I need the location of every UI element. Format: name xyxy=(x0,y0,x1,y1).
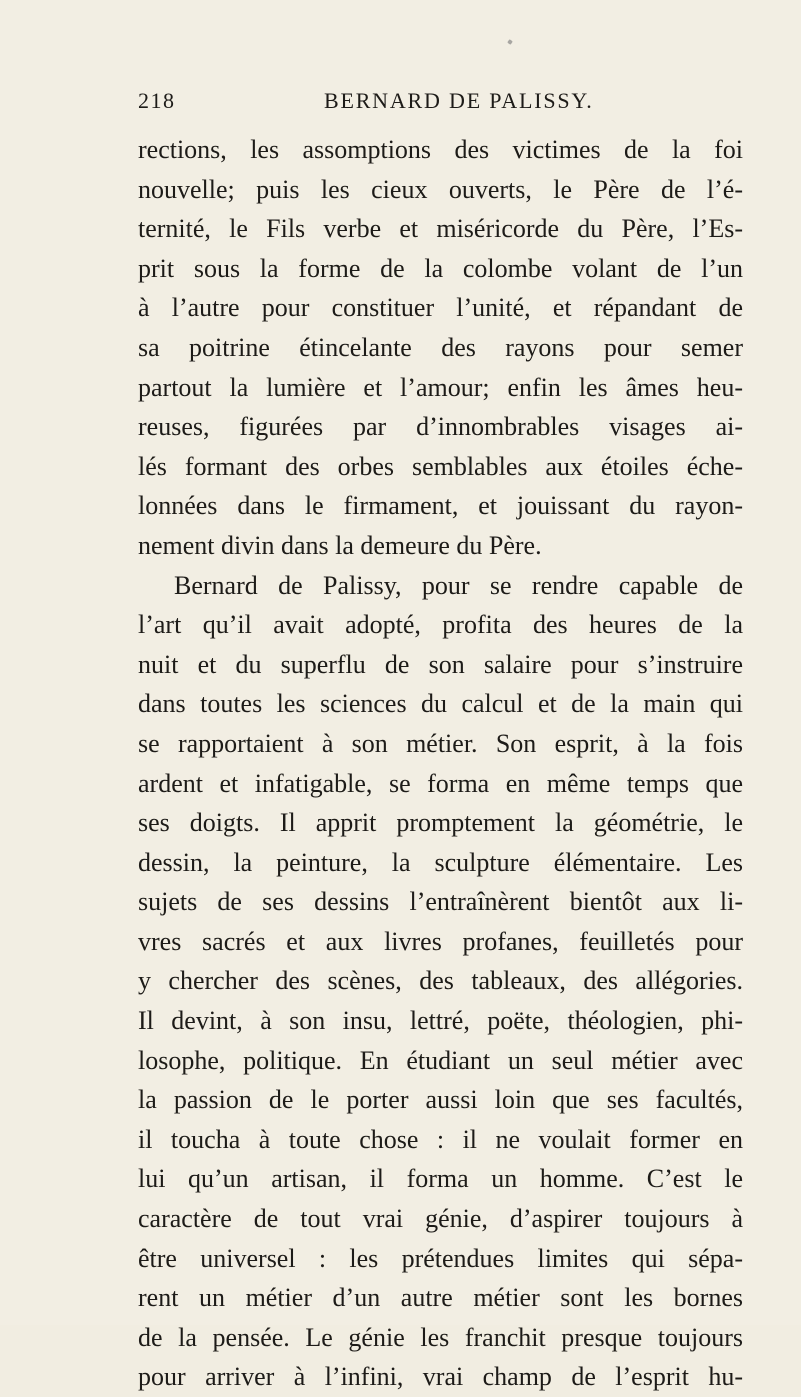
text-line: partout la lumière et l’amour; enfin les âmes heu- xyxy=(138,372,743,402)
text-line: lés formant des orbes semblables aux étoiles éche- xyxy=(138,451,743,481)
text-line: Il devint, à son insu, lettré, poëte, théologien, phi- xyxy=(138,1006,743,1036)
text-line: être universel : les prétendues limites qui sépa- xyxy=(138,1243,743,1273)
text-line: nouvelle; puis les cieux ouverts, le Père de l’é- xyxy=(138,174,743,204)
text-line: dessin, la peinture, la sculpture élémentaire. Les xyxy=(138,847,743,877)
text-line: y chercher des scènes, des tableaux, des allégories. xyxy=(138,966,743,996)
text-line: sa poitrine étincelante des rayons pour semer xyxy=(138,332,743,362)
body-text xyxy=(138,130,743,1397)
text-line: vres sacrés et aux livres profanes, feuilletés pour xyxy=(138,926,743,956)
text-line: ardent et infatigable, se forma en même temps que xyxy=(138,768,743,798)
text-line: il toucha à toute chose : il ne voulait former en xyxy=(138,1124,743,1154)
page-number: 218 xyxy=(138,88,176,113)
text-line: caractère de tout vrai génie, d’aspirer toujours à xyxy=(138,1204,743,1234)
text-line: lui qu’un artisan, il forma un homme. C’est le xyxy=(138,1164,743,1194)
text-line: prit sous la forme de la colombe volant de l’un xyxy=(138,253,743,283)
text-line: nuit et du superflu de son salaire pour s’instruire xyxy=(138,649,743,679)
text-line: ternité, le Fils verbe et miséricorde du Père, l’Es- xyxy=(138,214,743,244)
text-line: pour arriver à l’infini, vrai champ de l’esprit hu- xyxy=(138,1362,743,1392)
text-line: Bernard de Palissy, pour se rendre capable de xyxy=(174,570,743,600)
text-line: de la pensée. Le génie les franchit presque toujours xyxy=(138,1322,743,1352)
running-title: BERNARD DE PALISSY. xyxy=(324,88,594,113)
text-line: à l’autre pour constituer l’unité, et répandant de xyxy=(138,293,743,323)
text-line: reuses, figurées par d’innombrables visages ai- xyxy=(138,412,743,442)
text-line: sujets de ses dessins l’entraînèrent bientôt aux li- xyxy=(138,887,743,917)
text-line: rent un métier d’un autre métier sont les bornes xyxy=(138,1283,743,1313)
text-line: lonnées dans le firmament, et jouissant du rayon- xyxy=(138,491,743,521)
text-line: ses doigts. Il apprit promptement la géométrie, le xyxy=(138,808,743,838)
text-line: nement divin dans la demeure du Père. xyxy=(138,530,542,560)
text-line: rections, les assomptions des victimes de la foi xyxy=(138,135,743,164)
text-line: dans toutes les sciences du calcul et de la main qui xyxy=(138,689,743,719)
text-line: la passion de le porter aussi loin que ses facultés, xyxy=(138,1085,743,1115)
paper-speck xyxy=(507,39,513,45)
text-line: losophe, politique. En étudiant un seul métier avec xyxy=(138,1045,743,1075)
running-header xyxy=(138,88,658,118)
text-line: l’art qu’il avait adopté, profita des heures de la xyxy=(138,610,743,640)
text-line: se rapportaient à son métier. Son esprit, à la fois xyxy=(138,728,743,758)
